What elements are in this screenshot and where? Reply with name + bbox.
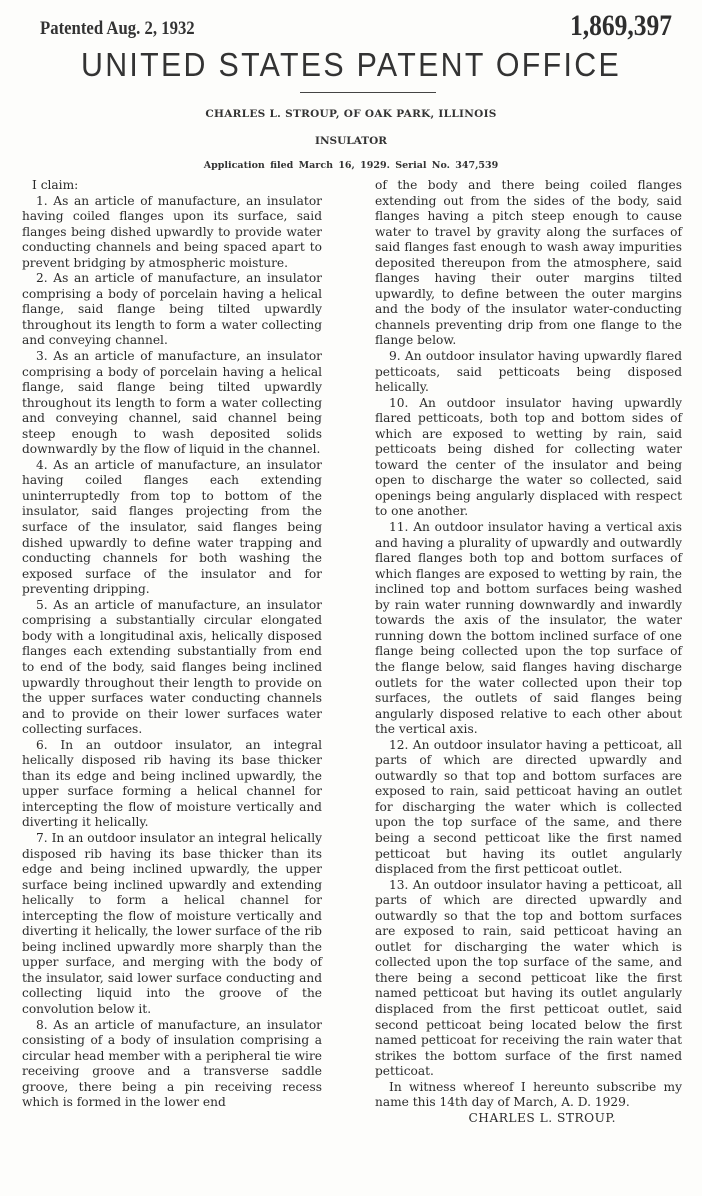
office-title: UNITED STATES PATENT OFFICE <box>80 46 622 83</box>
left-column <box>22 178 322 1111</box>
claim-11: 11. An outdoor insulator having a vertical axis and having a plurality of upwardly and outwardly flared flanges both top and bottom surfaces of which flanges are exposed to wetting by rain, the inclined top and bottom surfaces being washed by rain water running downwardly and inwardly towards the axis of the insulator, the water running down the bottom inclined surface of one flange being collected upon the top surface of the flange below, said flanges having discharge outlets for the water collected upon their top surfaces, the outlets of said flanges being angularly disposed relative to each other about the vertical axis. <box>375 520 682 737</box>
claim-1: 1. As an article of manufacture, an insulator having coiled flanges upon its surface, said flanges being dished upwardly to provide water conducting channels and being spaced apart to prevent bridging by atmospheric moisture. <box>22 193 322 270</box>
claim-4: 4. As an article of manufacture, an insulator having coiled flanges each extending uninterruptedly from top to bottom of the insulator, said flanges projecting from the surface of the insulator, said flanges being dished upwardly to define water trapping and conducting channels for both washing the exposed surface of the insulator and for preventing dripping. <box>22 457 322 597</box>
right-column <box>375 178 682 1126</box>
claim-5: 5. As an article of manufacture, an insulator comprising a substantially circular elongated body with a longitudinal axis, helically disposed flanges each extending substantially from end to end of the body, said flanges being inclined upwardly throughout their length to provide on the upper surfaces water conducting channels and to provide on their lower surfaces water collecting surfaces. <box>22 597 322 737</box>
inventor-signature: CHARLES L. STROUP. <box>468 1110 616 1125</box>
application-line: Application filed March 16, 1929. Serial No. 347,539 <box>203 160 499 171</box>
claim-3: 3. As an article of manufacture, an insulator comprising a body of porcelain having a helical flange, said flange being tilted upwardly throughout its length to form a water collecting and conveying channel, said channel being steep enough to wash deposited solids downwardly by the flow of liquid in the channel. <box>22 349 322 457</box>
claim-6: 6. In an outdoor insulator, an integral helically disposed rib having its base thicker than its edge and being inclined upwardly, the upper surface forming a helical channel for intercepting the flow of moisture vertically and diverting it helically. <box>22 737 322 830</box>
inventor-line: CHARLES L. STROUP, OF OAK PARK, ILLINOIS <box>205 108 497 120</box>
claim-13: 13. An outdoor insulator having a petticoat, all parts of which are directed upwardly and outwardly so that the top and bottom surfaces are exposed to rain, said petticoat having an outlet for discharging the water which is collected upon the top surface of the same, and there being a second petticoat like the first named petticoat but having its outlet angularly displaced from the first petticoat outlet, said second petticoat being located below the first named petticoat for receiving the rain water that strikes the bottom surface of the first named petticoat. <box>375 877 682 1079</box>
title-divider <box>300 92 436 93</box>
claim-10: 10. An outdoor insulator having upwardly flared petticoats, both top and bottom sides of which are exposed to wetting by rain, said petticoats being dished for collecting water toward the center of the insulator and being open to discharge the water so collected, said openings being angularly displaced with respect to one another. <box>375 395 682 519</box>
patent-date: Patented Aug. 2, 1932 <box>40 18 195 39</box>
patent-number: 1,869,397 <box>570 9 672 42</box>
claim-2: 2. As an article of manufacture, an insulator comprising a body of porcelain having a helical flange, said flange being tilted upwardly throughout its length to form a water collecting and conveying channel. <box>22 271 322 348</box>
claim-9: 9. An outdoor insulator having upwardly flared petticoats, said petticoats being disposed helically. <box>375 349 682 395</box>
claim-12: 12. An outdoor insulator having a petticoat, all parts of which are directed upwardly and outwardly so that top and bottom surfaces are exposed to rain, said petticoat having an outlet for discharging the water which is collected upon the top surface of the same, and there being a second petticoat like the first named petticoat but having its outlet angularly displaced from the first petticoat outlet. <box>375 737 682 877</box>
witness-statement: In witness whereof I hereunto subscribe my name this 14th day of March, A. D. 1929. <box>375 1079 682 1110</box>
claim-8-continuation: of the body and there being coiled flanges extending out from the sides of the body, said flanges having a pitch steep enough to cause water to travel by gravity along the surfaces of said flanges fast enough to wash away impurities deposited thereupon from the atmosphere, said flanges having their outer margins tilted upwardly, to define between the outer margins and the body of the insulator water-conducting channels preventing drip from one flange to the flange below. <box>375 178 682 348</box>
invention-title: INSULATOR <box>315 135 387 147</box>
claims-intro: I claim: <box>32 178 79 192</box>
claim-8: 8. As an article of manufacture, an insulator consisting of a body of insulation comprising a circular head member with a peripheral tie wire receiving groove and a transverse saddle groove, there being a pin receiving recess which is formed in the lower end <box>22 1017 322 1110</box>
claim-7: 7. In an outdoor insulator an integral helically disposed rib having its base thicker than its edge and being inclined upwardly, the upper surface being inclined upwardly and extending helically to form a helical channel for intercepting the flow of moisture vertically and diverting it helically, the lower surface of the rib being inclined upwardly more sharply than the upper surface, and merging with the body of the insulator, said lower surface conducting and collecting liquid into the groove of the convolution below it. <box>22 830 322 1016</box>
